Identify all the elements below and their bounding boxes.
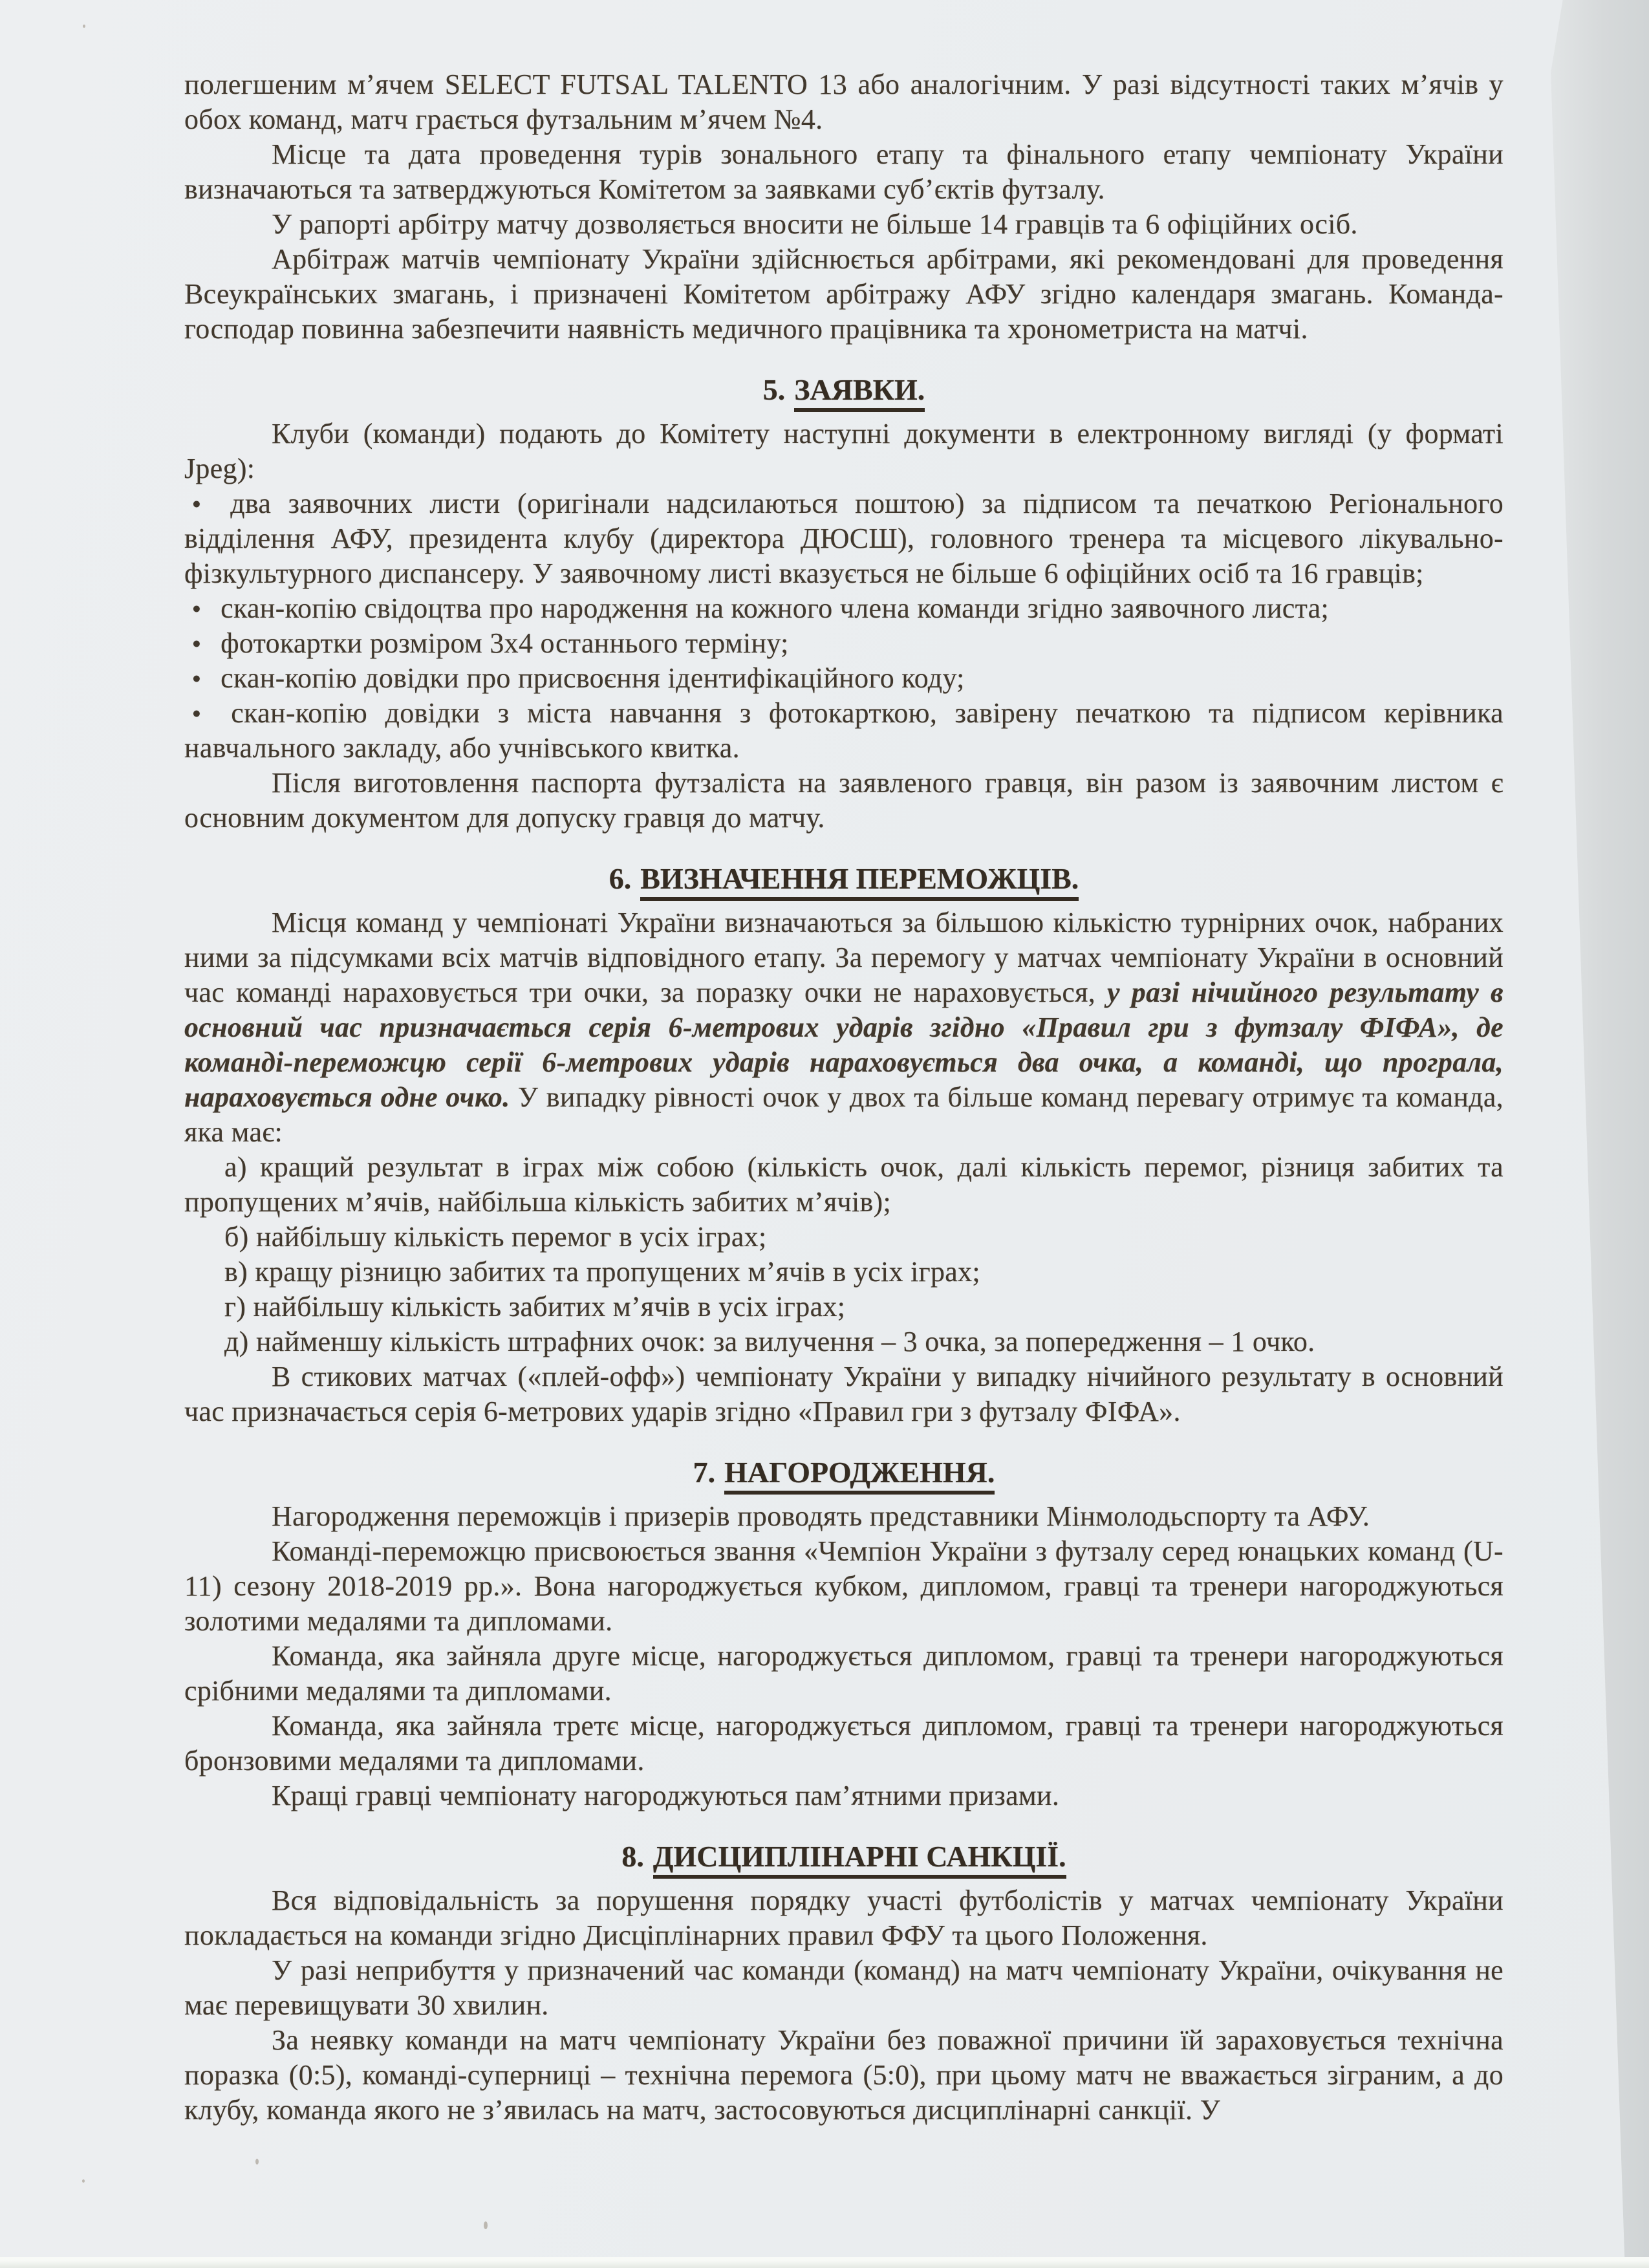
paragraph: У рапорті арбітру матчу дозволяється вносити не більше 14 гравців та 6 офіційних осіб.: [272, 208, 1358, 240]
paragraph: полегшеним м’ячем SELECT FUTSAL TALENTO 13 або аналогічним. У разі відсутності таких м’ячів у обох команд, матч грається футзальним м’ячем №4.: [184, 69, 1503, 135]
scan-speck: [484, 2221, 488, 2229]
paragraph: Вся відповідальність за порушення порядку участі футболістів у матчах чемпіонату України покладається на команди згідно Дисціплінарних правил ФФУ та цього Положення.: [184, 1885, 1503, 1951]
paragraph: Нагородження переможців і призерів проводять представники Мінмолодьспорту та АФУ.: [272, 1500, 1370, 1532]
document-text: [184, 67, 1503, 2128]
scan-bottom-edge: [0, 2257, 1649, 2268]
text-run-bold-italic: у разі нічийного результату в основний час призначається серія 6-метрових ударів згідно «Правил гри з футзалу ФІФА», де команді-переможцю серії 6-метрових ударів нараховується два очка, а команді, що програла, нараховується одне очко.: [184, 977, 1504, 1113]
list-item: г) найбільшу кількість забитих м’ячів в усіх іграх;: [224, 1291, 846, 1323]
paragraph: Клуби (команди) подають до Комітету наступні документи в електронному вигляді (у форматі Jpeg):: [184, 418, 1503, 484]
list-item: ● скан-копію довідки про присвоєння ідентифікаційного коду;: [184, 661, 1503, 696]
section-number: 6.: [609, 862, 632, 895]
section-title: ДИСЦИПЛІНАРНІ САНКЦІЇ.: [653, 1840, 1066, 1879]
section-8-heading: [184, 1838, 1503, 1875]
scan-speck: [83, 25, 85, 28]
list-item: а) кращий результат в іграх між собою (кількість очок, далі кількість перемог, різниця забитих та пропущених м’ячів, найбільша кількість забитих м’ячів);: [184, 1151, 1503, 1218]
paragraph: Команда, яка зайняла друге місце, нагороджується дипломом, гравці та тренери нагороджуються срібними медалями та дипломами.: [184, 1640, 1503, 1707]
section-title: ЗАЯВКИ.: [794, 373, 925, 412]
paragraph: Команді-переможцю присвоюється звання «Чемпіон України з футзалу серед юнацьких команд (U-11) сезону 2018-2019 рр.». Вона нагороджується кубком, дипломом, гравці та тренери нагороджуються золотими медалями та дипломами.: [184, 1535, 1503, 1637]
paragraph: [184, 905, 1503, 1150]
text-run: Місця команд у чемпіонаті України визначаються за більшою кількістю турнірних очок, набраних ними за підсумками всіх матчів відповідного етапу. За перемогу у матчах чемпіонату України в основний час команді нараховується три очки, за поразку очки не нараховується,: [184, 907, 1503, 1008]
section-number: 7.: [693, 1456, 716, 1489]
section-number: 5.: [762, 373, 786, 406]
paragraph: Кращі гравці чемпіонату нагороджуються пам’ятними призами.: [272, 1780, 1060, 1811]
paragraph: У разі неприбуття у призначений час команди (команд) на матч чемпіонату України, очікування не має перевищувати 30 хвилин.: [184, 1954, 1503, 2021]
paragraph: Після виготовлення паспорта футзаліста на заявленого гравця, він разом із заявочним листом є основним документом для допуску гравця до матчу.: [184, 767, 1503, 834]
paragraph: За неявку команди на матч чемпіонату України без поважної причини їй зараховується технічна поразка (0:5), команді-суперниці – технічна перемога (5:0), при цьому матч не вважається зіграним, а до клубу, команда якого не з’явилась на матч, застосовуються дисциплінарні санкції. У: [184, 2024, 1503, 2126]
list-item: ● скан-копію довідки з міста навчання з фотокарткою, завірену печаткою та підписом керівника навчального закладу, або учнівського квитка.: [184, 696, 1503, 766]
section-number: 8.: [621, 1840, 644, 1873]
list-item: ● два заявочних листи (оригінали надсилаються поштою) за підписом та печаткою Регіонального відділення АФУ, президента клубу (директора ДЮСШ), головного тренера та місцевого лікувально-фізкультурного диспансеру. У заявочному листі вказується не більше 6 офіційних осіб та 16 гравців;: [184, 486, 1503, 591]
scan-speck: [255, 2159, 259, 2165]
list-item: д) найменшу кількість штрафних очок: за вилучення – 3 очка, за попередження – 1 очко.: [224, 1326, 1315, 1357]
paragraph: В стикових матчах («плей-офф») чемпіонату України у випадку нічийного результату в основний час призначається серія 6-метрових ударів згідно «Правил гри з футзалу ФІФА».: [184, 1361, 1503, 1427]
section-6-heading: [184, 860, 1503, 898]
list-item: ● фотокартки розміром 3х4 останнього терміну;: [184, 626, 1503, 661]
section-5-heading: [184, 371, 1503, 409]
section-title: ВИЗНАЧЕННЯ ПЕРЕМОЖЦІВ.: [640, 862, 1079, 901]
paragraph: Арбітраж матчів чемпіонату України здійснюється арбітрами, які рекомендовані для проведення Всеукраїнських змагань, і призначені Комітетом арбітражу АФУ згідно календаря змагань. Команда-господар повинна забезпечити наявність медичного працівника та хронометриста на матчі.: [184, 243, 1503, 345]
list-item: ● скан-копію свідоцтва про народження на кожного члена команди згідно заявочного листа;: [184, 591, 1503, 626]
paragraph: Команда, яка зайняла третє місце, нагороджується дипломом, гравці та тренери нагороджуються бронзовими медалями та дипломами.: [184, 1710, 1503, 1777]
text-run: У випадку рівності очок у двох та більше команд перевагу отримує та команда, яка має:: [184, 1081, 1503, 1148]
list-item: в) кращу різницю забитих та пропущених м’ячів в усіх іграх;: [224, 1256, 980, 1288]
paragraph: Місце та дата проведення турів зонального етапу та фінального етапу чемпіонату України визначаються та затверджуються Комітетом за заявками суб’єктів футзалу.: [184, 138, 1503, 205]
scanner-page-edge: [1549, 0, 1649, 2268]
section-7-heading: [184, 1454, 1503, 1491]
scan-speck: [82, 2179, 85, 2183]
list-item: б) найбільшу кількість перемог в усіх іграх;: [224, 1221, 767, 1253]
section-title: НАГОРОДЖЕННЯ.: [724, 1456, 995, 1495]
